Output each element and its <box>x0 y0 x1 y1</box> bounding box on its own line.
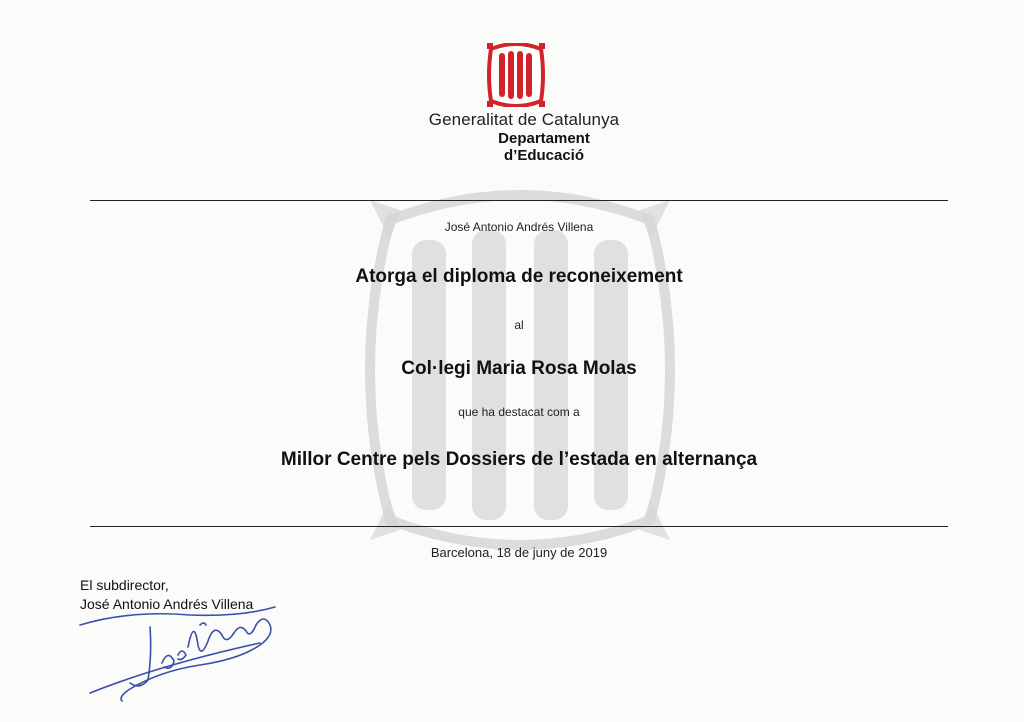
department-line-1: Departament <box>498 130 590 147</box>
generalitat-emblem-icon <box>487 43 545 107</box>
signer-role: El subdirector, <box>80 577 169 593</box>
top-divider <box>90 200 948 201</box>
award-title: Millor Centre pels Dossiers de l’estada en alternança <box>280 449 758 470</box>
diploma-heading: Atorga el diploma de reconeixement <box>355 266 683 287</box>
place-and-date: Barcelona, 18 de juny de 2019 <box>430 545 608 560</box>
recipient-name: Col·legi Maria Rosa Molas <box>401 358 637 379</box>
preposition-text: al <box>514 318 524 332</box>
issuer-name: José Antonio Andrés Villena <box>444 220 594 234</box>
signer-name: José Antonio Andrés Villena <box>80 596 254 612</box>
department-line-2: d’Educació <box>503 147 585 164</box>
bottom-divider <box>90 526 948 527</box>
government-name: Generalitat de Catalunya <box>428 110 620 129</box>
distinction-intro: que ha destacat com a <box>458 405 580 419</box>
handwritten-signature-icon <box>70 585 300 705</box>
institution-header <box>404 110 644 164</box>
